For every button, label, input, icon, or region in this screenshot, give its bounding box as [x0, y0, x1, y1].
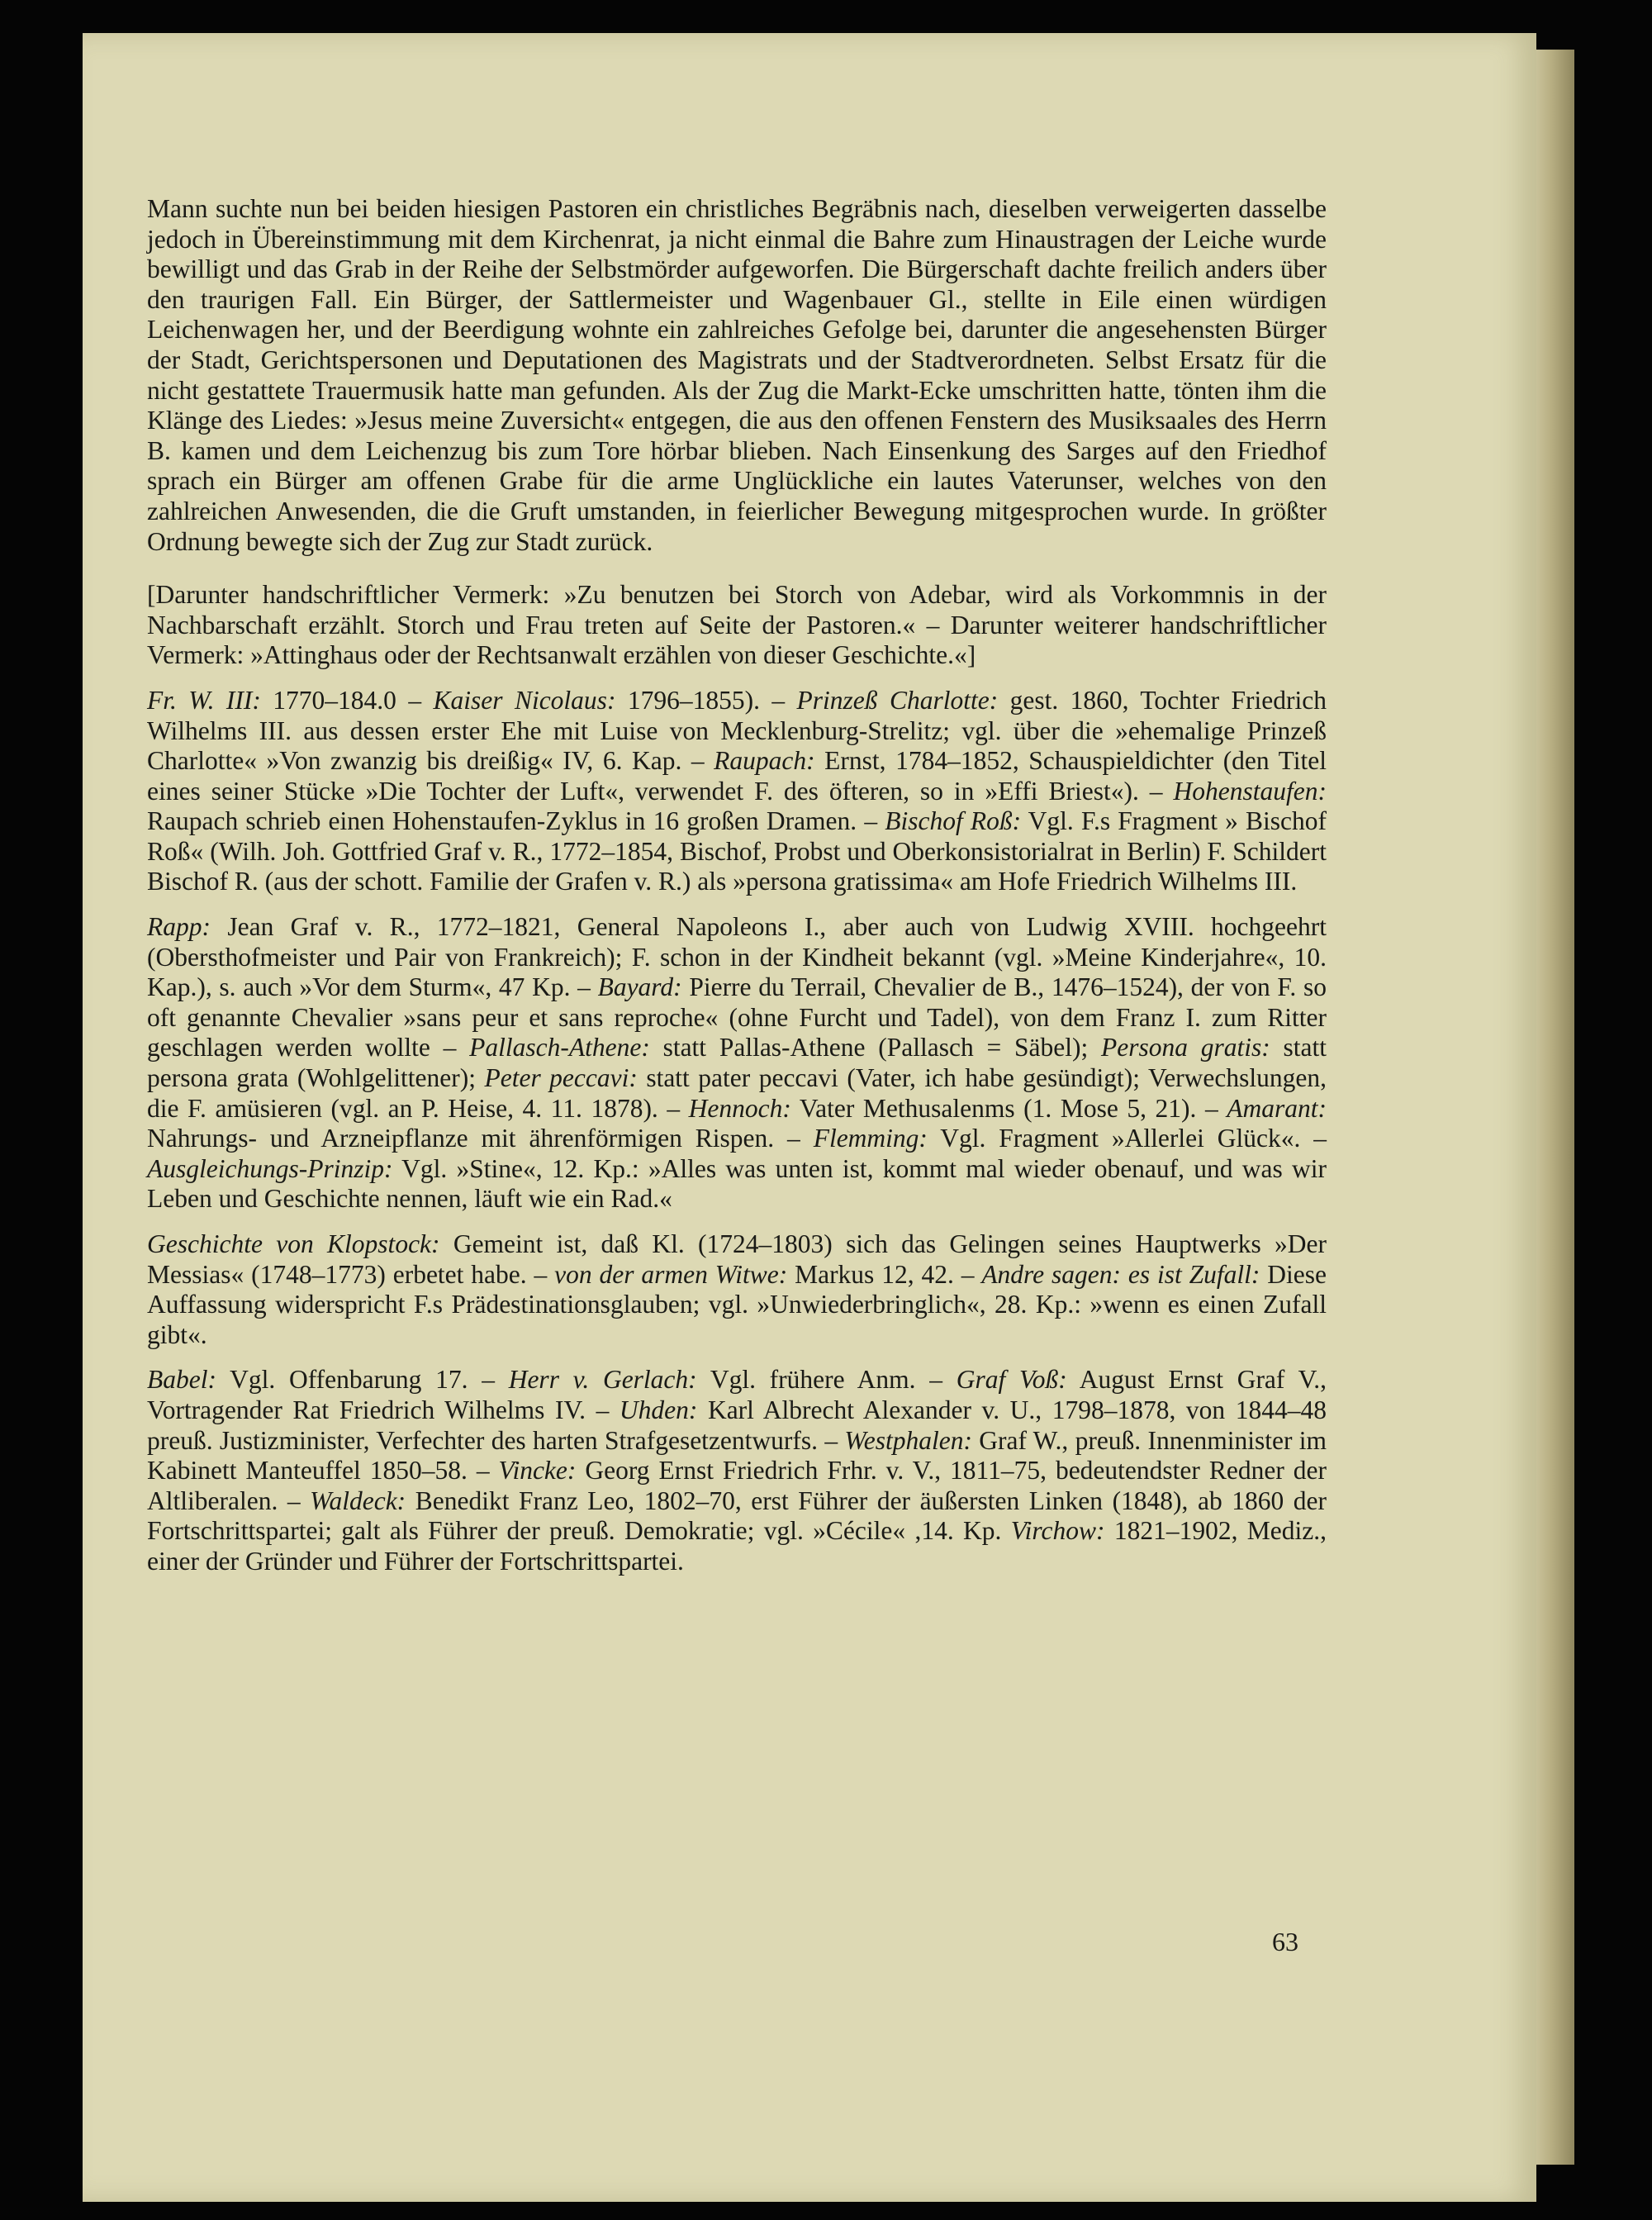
- text-run: gest. 1860, Tochter Friedrich Wilhelms III. aus dessen erster Ehe mit Luise von Mecklenburg-Strelitz; vgl. über die »ehemalige Prinzeß Charlotte« »Von zwanzig bis dreißig« IV, 6. Kap. –: [147, 685, 1327, 776]
- text-run: Vgl. Offenbarung 17. –: [216, 1365, 509, 1395]
- page-number: 63: [1272, 1927, 1298, 1956]
- text-run: Vater Methusalenms (1. Mose 5, 21). –: [790, 1093, 1227, 1123]
- lemma: Bischof Roß:: [885, 806, 1022, 836]
- lemma: Prinzeß Charlotte:: [796, 685, 999, 715]
- lemma: Persona gratis:: [1100, 1033, 1270, 1062]
- lemma: Hennoch:: [688, 1093, 791, 1123]
- lemma: Raupach:: [714, 746, 815, 776]
- text-run: Diese Auffassung widerspricht F.s Prädestinationsglauben; vgl. »Unwiederbringlich«, 28. Kp.: »wenn es einen Zufall gibt«.: [147, 1259, 1327, 1349]
- lemma: Virchow:: [1010, 1516, 1105, 1546]
- lemma: Uhden:: [619, 1395, 698, 1424]
- text-run: [Darunter handschriftlicher Vermerk: »Zu benutzen bei Storch von Adebar, wird als Vorkommnis in der Nachbarschaft erzählt. Storch und Frau treten auf Seite der Pastoren.« – Darunter weiterer handschriftlicher Vermerk: »Attinghaus oder der Rechtsanwalt erzählen von dieser Geschichte.«]: [147, 580, 1327, 670]
- text-run: Ernst, 1784–1852, Schauspieldichter (den Titel eines seiner Stücke »Die Tochter der Luft«, verwendet F. des öfteren, so in »Effi Briest«). –: [147, 746, 1327, 806]
- lemma: Herr v. Gerlach:: [508, 1365, 697, 1395]
- lemma: Rapp:: [147, 912, 211, 942]
- lemma: Waldeck:: [310, 1486, 406, 1515]
- text-run: Vgl. frühere Anm. –: [696, 1365, 957, 1395]
- text-run: Gemeint ist, daß Kl. (1724–1803) sich das Gelingen seines Hauptwerks »Der Messias« (1748–1773) erbetet habe. –: [147, 1229, 1327, 1289]
- text-run: Mann suchte nun bei beiden hiesigen Pastoren ein christliches Begräbnis nach, dieselben verweigerten dasselbe jedoch in Übereinstimmung mit dem Kirchenrat, ja nicht einmal die Bahre zum Hinaustragen der Leiche wurde bewilligt und das Grab in der Reihe der Selbstmörder aufgeworfen. Die Bürgerschaft dachte freilich anders über den traurigen Fall. Ein Bürger, der Sattlermeister und Wagenbauer Gl., stellte in Eile einen würdigen Leichenwagen her, und der Beerdigung wohnte ein zahlreiches Gefolge bei, darunter die angesehensten Bürger der Stadt, Gerichtspersonen und Deputationen des Magistrats und der Stadtverordneten. Selbst Ersatz für die nicht gestattete Trauermusik hatte man gefunden. Als der Zug die Markt-Ecke umschritten hatte, tönten ihm die Klänge des Liedes: »Jesus meine Zuversicht« entgegen, die aus den offenen Fenstern des Musiksaales des Herrn B. kamen und dem Leichenzug bis zum Tore hörbar blieben. Nach Einsenkung des Sarges auf den Friedhof sprach ein Bürger am offenen Grabe für die arme Unglückliche ein lautes Vaterunser, welches von den zahlreichen Anwesenden, die die Gruft umstanden, in feierlicher Bewegung mitgesprochen wurde. In größter Ordnung bewegte sich der Zug zur Stadt zurück.: [147, 194, 1327, 556]
- lemma: Graf Voß:: [956, 1365, 1067, 1395]
- lemma: Vincke:: [498, 1456, 577, 1486]
- lemma: Pallasch-Athene:: [469, 1033, 650, 1062]
- text-run: 1821–1902, Mediz., einer der Gründer und Führer der Fortschrittspartei.: [147, 1516, 1327, 1576]
- text-run: Vgl. »Stine«, 12. Kp.: »Alles was unten ist, kommt mal wieder obenauf, und was wir Leben und Geschichte nennen, läuft wie ein Rad.«: [147, 1153, 1327, 1214]
- text-run: Raupach schrieb einen Hohenstaufen-Zyklus in 16 großen Dramen. –: [147, 806, 885, 836]
- text-run: Karl Albrecht Alexander v. U., 1798–1878, von 1844–48 preuß. Justizminister, Verfechter des harten Strafgesetzentwurfs. –: [147, 1395, 1327, 1455]
- text-run: Pierre du Terrail, Chevalier de B., 1476–1524), der von F. so oft genannte Chevalier »sans peur et sans reproche« (ohne Furcht und Tadel), von dem Franz I. zum Ritter geschlagen werden wollte –: [147, 972, 1327, 1062]
- lemma: Geschichte von Klopstock:: [147, 1229, 440, 1258]
- lemma: Peter peccavi:: [484, 1063, 638, 1093]
- text-run: Vgl. F.s Fragment » Bischof Roß« (Wilh. Joh. Gottfried Graf v. R., 1772–1854, Bischof, Probst und Oberkonsistorialrat in Berlin) F. Schildert Bischof R. (aus der schott. Familie der Grafen v. R.) als »persona gratissima« am Hofe Friedrich Wilhelms III.: [147, 806, 1327, 896]
- lemma: Ausgleichungs-Prinzip:: [147, 1153, 393, 1183]
- paragraph: [147, 912, 1327, 1215]
- paragraph: [147, 580, 1327, 671]
- text-run: Nahrungs- und Arzneipflanze mit ährenförmigen Rispen. –: [147, 1124, 814, 1153]
- lemma: Bayard:: [597, 972, 682, 1002]
- text-run: 1796–1855). –: [615, 685, 797, 715]
- text-run: Jean Graf v. R., 1772–1821, General Napoleons I., aber auch von Ludwig XVIII. hochgeehrt (Obersthofmeister und Pair von Frankreich); F. schon in der Kindheit bekannt (vgl. »Meine Kinderjahre«, 10. Kap.), s. auch »Vor dem Sturm«, 47 Kp. –: [147, 912, 1327, 1002]
- lemma: Fr. W. III:: [147, 685, 261, 715]
- text-run: statt pater peccavi (Vater, ich habe gesündigt); Verwechslungen, die F. amüsieren (vgl. an P. Heise, 4. 11. 1878). –: [147, 1063, 1327, 1123]
- text-run: August Ernst Graf V., Vortragender Rat Friedrich Wilhelms IV. –: [147, 1365, 1327, 1424]
- lemma: Westphalen:: [844, 1425, 972, 1455]
- lemma: Babel:: [147, 1365, 216, 1395]
- lemma: Flemming:: [813, 1124, 928, 1153]
- page-edge: [1536, 50, 1574, 2165]
- text-run: Graf W., preuß. Innenminister im Kabinett Manteuffel 1850–58. –: [147, 1425, 1327, 1486]
- lemma: Kaiser Nicolaus:: [433, 685, 616, 715]
- lemma: Amarant:: [1227, 1093, 1327, 1123]
- text-run: Benedikt Franz Leo, 1802–70, erst Führer der äußersten Linken (1848), ab 1860 der Fortschrittspartei; galt als Führer der preuß. Demokratie; vgl. »Cécile« ,14. Kp.: [147, 1486, 1327, 1546]
- text-run: Georg Ernst Friedrich Frhr. v. V., 1811–75, bedeutendster Redner der Altliberalen. –: [147, 1456, 1327, 1515]
- text-run: statt persona grata (Wohlgelittener);: [147, 1033, 1327, 1093]
- paragraph: [147, 1229, 1327, 1350]
- paragraph: [147, 686, 1327, 897]
- text-run: 1770–184.0 –: [260, 685, 434, 715]
- text-run: statt Pallas-Athene (Pallasch = Säbel);: [649, 1033, 1101, 1062]
- lemma: von der armen Witwe:: [554, 1259, 788, 1289]
- body-text: [147, 194, 1327, 1592]
- lemma: Hohenstaufen:: [1173, 776, 1327, 806]
- lemma: Andre sagen: es ist Zufall:: [981, 1259, 1260, 1289]
- paragraph: [147, 194, 1327, 557]
- text-run: Markus 12, 42. –: [787, 1259, 982, 1289]
- text-run: Vgl. Fragment »Allerlei Glück«. –: [927, 1124, 1327, 1153]
- paragraph: [147, 1365, 1327, 1576]
